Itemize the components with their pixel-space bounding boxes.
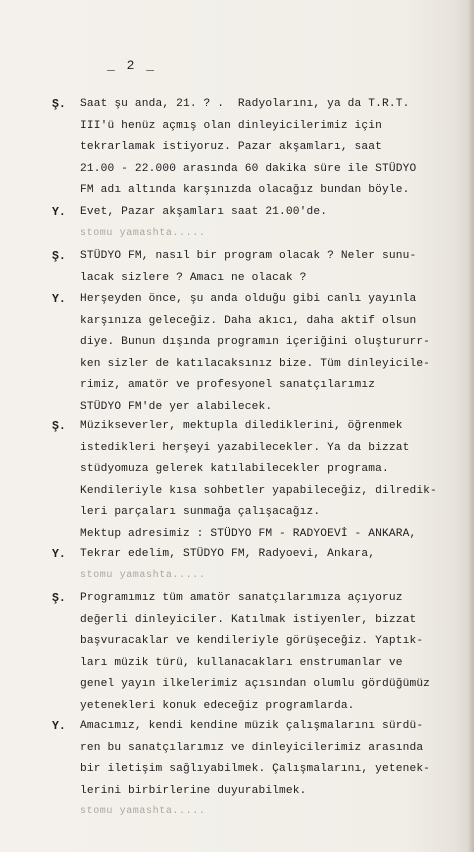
dialogue-line: lacak sizlere ? Amacı ne olacak ? xyxy=(80,271,307,284)
dialogue-line: ren bu sanatçılarımız ve dinleyicilerimiz arasında xyxy=(80,741,424,754)
dialogue-line: STÜDYO FM, nasıl bir program olacak ? Neler sunu- xyxy=(80,250,417,262)
page-number: _ 2 _ xyxy=(107,58,157,73)
dialogue-line: tekrarlamak istiyoruz. Pazar akşamları, saat xyxy=(80,141,382,154)
speaker-label: Y. xyxy=(52,206,66,219)
dialogue-line: III'ü henüz açmış olan dinleyicilerimiz için xyxy=(80,119,382,132)
dialogue-line: STÜDYO FM'de yer alabilecek. xyxy=(80,401,273,413)
dialogue-line: değerli dinleyiciler. Katılmak istiyenler, bizzat xyxy=(80,613,417,626)
speaker-label: Y. xyxy=(52,720,66,733)
music-cue-line: stomu yamashta..... xyxy=(80,228,206,239)
dialogue-line: FM adı altında karşınızda olacağız bundan böyle. xyxy=(80,184,410,197)
dialogue-line: leri parçaları sunmağa çalışacağız. xyxy=(80,506,321,519)
dialogue-line: stüdyomuza gelerek katılabilecekler programa. xyxy=(80,463,389,476)
dialogue-line: ken sizler de katılacaksınız bize. Tüm dinleyicile- xyxy=(80,357,431,370)
dialogue-line: genel yayın ilkelerimiz açısından olumlu gördüğümüz xyxy=(80,678,431,691)
speaker-label: Ş. xyxy=(52,592,66,605)
speaker-label: Ş. xyxy=(52,420,66,433)
dialogue-line: istedikleri herşeyi yazabilecekler. Ya da bizzat xyxy=(80,441,410,454)
dialogue-line: Programımız tüm amatör sanatçılarımıza açıyoruz xyxy=(80,592,403,604)
dialogue-line: Tekrar edelim, STÜDYO FM, Radyoevi, Ankara, xyxy=(80,548,376,560)
dialogue-line: Müzikseverler, mektupla dilediklerini, öğrenmek xyxy=(80,420,403,432)
dialogue-line: rimiz, amatör ve profesyonel sanatçılarımız xyxy=(80,379,376,392)
page-edge xyxy=(468,0,474,852)
dialogue-line: 21.00 - 22.000 arasında 60 dakika süre ile STÜDYO xyxy=(80,162,417,175)
speaker-label: Y. xyxy=(52,548,66,561)
speaker-label: Y. xyxy=(52,293,66,306)
dialogue-line: Amacımız, kendi kendine müzik çalışmalarını sürdü- xyxy=(80,720,424,732)
dialogue-line: Herşeyden önce, şu anda olduğu gibi canlı yayınla xyxy=(80,293,417,305)
dialogue-line: lerini birbirlerine duyurabilmek. xyxy=(80,784,307,797)
music-cue-line: stomu yamashta..... xyxy=(80,570,206,581)
dialogue-line: Kendileriyle kısa sohbetler yapabileceğiz, dilredik- xyxy=(80,484,437,497)
speaker-label: Ş. xyxy=(52,250,66,263)
dialogue-line: Mektup adresimiz : STÜDYO FM - RADYOEVİ - ANKARA, xyxy=(80,528,417,540)
dialogue-line: karşınıza geleceğiz. Daha akıcı, daha aktif olsun xyxy=(80,314,417,327)
dialogue-line: bir iletişim sağlıyabilmek. Çalışmalarını, yetenek- xyxy=(80,763,431,776)
music-cue-line: stomu yamashta..... xyxy=(80,806,206,817)
dialogue-line: diye. Bunun dışında programın içeriğini oluştururr- xyxy=(80,336,431,349)
speaker-label: Ş. xyxy=(52,98,66,111)
dialogue-line: yetenekleri konuk edeceğiz programlarda. xyxy=(80,700,355,712)
dialogue-line: Saat şu anda, 21. ? . Radyolarını, ya da T.R.T. xyxy=(80,98,410,110)
dialogue-line: Evet, Pazar akşamları saat 21.00'de. xyxy=(80,206,328,218)
dialogue-line: başvuracaklar ve kendileriyle görüşeceğiz. Yaptık- xyxy=(80,635,424,648)
dialogue-line: ları müzik türü, kullanacakları enstrumanlar ve xyxy=(80,656,403,669)
